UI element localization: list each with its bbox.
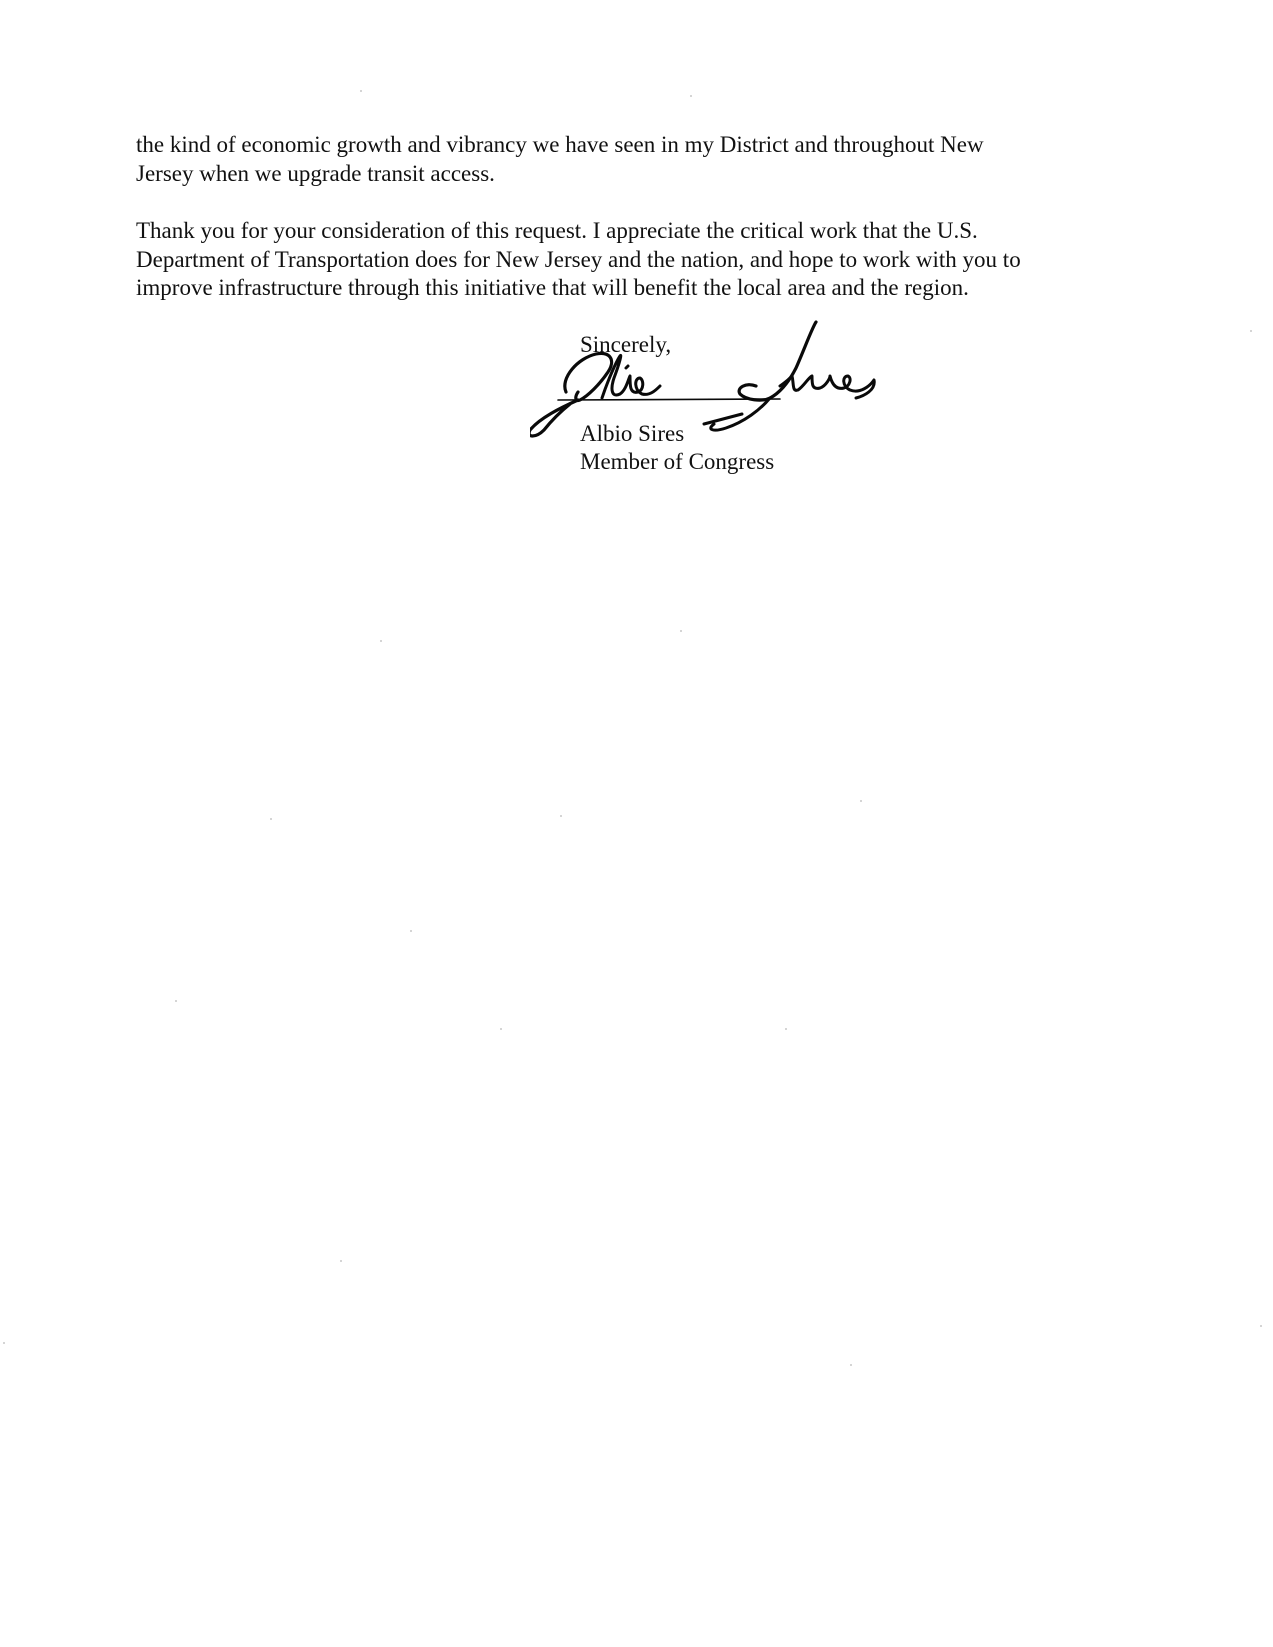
scan-speck xyxy=(500,1028,502,1030)
scan-speck xyxy=(360,90,362,92)
scan-speck xyxy=(340,1260,342,1262)
scan-speck xyxy=(1250,330,1252,332)
paragraph-1-line-1: the kind of economic growth and vibrancy we have seen in my District and throughout New xyxy=(136,132,984,157)
body-paragraph-2 xyxy=(136,217,1136,303)
scan-speck xyxy=(380,640,382,642)
signer-title: Member of Congress xyxy=(580,449,775,474)
scan-speck xyxy=(560,815,562,817)
body-paragraph-1 xyxy=(136,131,1136,188)
scan-speck xyxy=(270,818,272,820)
scan-speck xyxy=(680,630,682,632)
scan-speck xyxy=(1260,1325,1262,1327)
scan-speck xyxy=(410,930,412,932)
scan-speck xyxy=(860,800,862,802)
scan-speck xyxy=(3,1342,5,1344)
paragraph-1-line-2: Jersey when we upgrade transit access. xyxy=(136,160,495,186)
signer-name: Albio Sires xyxy=(580,421,685,446)
scan-speck xyxy=(175,1000,177,1002)
scan-speck xyxy=(690,95,692,97)
closing-salutation: Sincerely, xyxy=(580,332,672,357)
scan-speck xyxy=(785,1028,787,1030)
paragraph-2-line-1: Thank you for your consideration of this request. I appreciate the critical work that the U.S. xyxy=(136,218,978,243)
paragraph-2-line-3: improve infrastructure through this initiative that will benefit the local area and the region. xyxy=(136,275,969,300)
paragraph-2-line-2: Department of Transportation does for New Jersey and the nation, and hope to work with you to xyxy=(136,246,1021,272)
scan-speck xyxy=(850,1364,852,1366)
